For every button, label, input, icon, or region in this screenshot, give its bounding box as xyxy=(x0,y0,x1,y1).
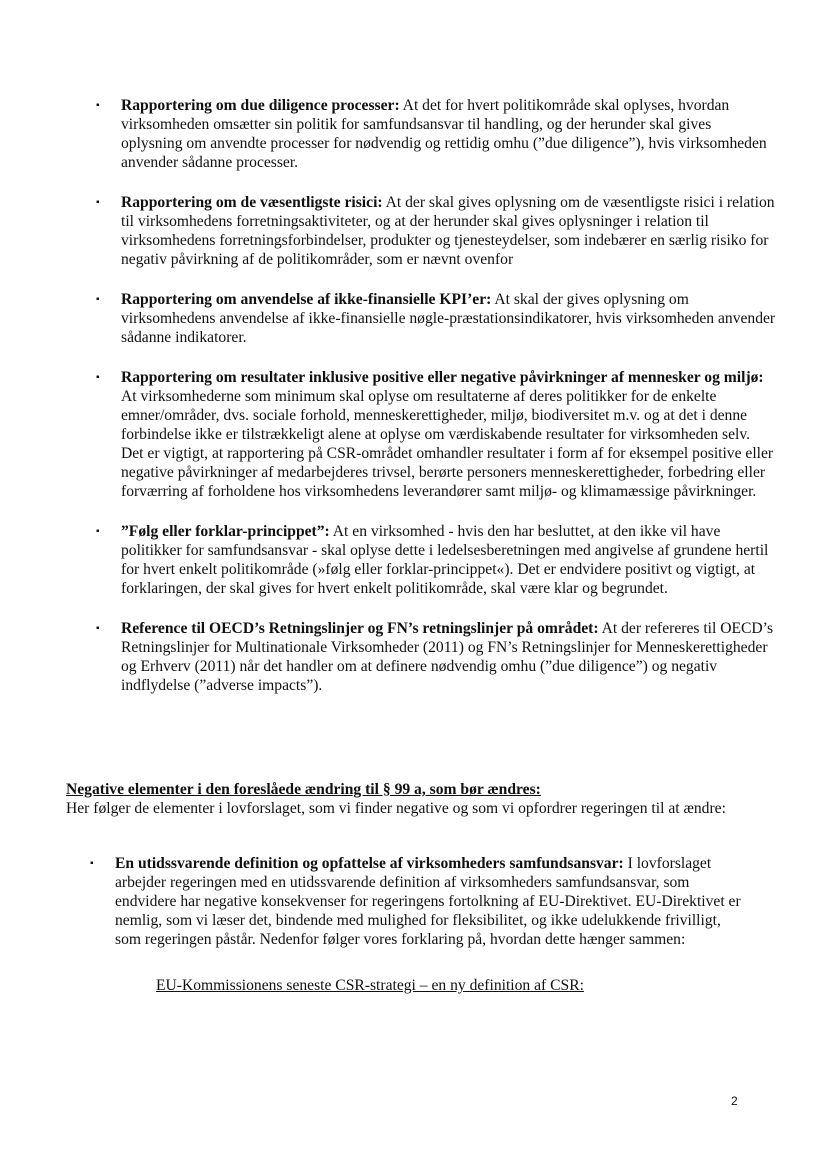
list-item xyxy=(90,854,750,949)
bullet-marker: ▪ xyxy=(96,526,100,537)
bullet-marker: ▪ xyxy=(96,372,100,383)
negative-elements-list xyxy=(90,854,750,970)
item-text: At virksomhederne som minimum skal oplyse om resultaterne af deres politikker for de enkelte emner/områder, dvs. sociale forhold, menneskerettigheder, miljø, biodiversitet m.v. og at det i denne forbindelse ikke er tilstrækkeligt alene at oplyse om værdiskabende resultater for virksomheden selv. Det er vigtigt, at rapportering på CSR-området omhandler resultater i form af for eksempel positive eller negative påvirkninger af medarbejderes trivsel, berørte personers menneskerettigheder, forbedring eller forværring af forholdene hos virksomhedens leverandører samt miljø- og klimamæssige påvirkninger. xyxy=(121,388,774,500)
item-heading: Rapportering om due diligence processer: xyxy=(121,97,400,114)
item-text: At der skal gives oplysning om de væsentligste risici i relation til virksomhedens forretningsaktiviteter, og at der herunder skal gives oplysninger i relation til virksomhedens forretningsforbindelser, produkter og tjenesteydelser, som indebærer en særlig risiko for negativ påvirkning af de politikområder, som er nævnt ovenfor xyxy=(121,194,775,268)
bullet-marker: ▪ xyxy=(96,197,100,208)
list-item xyxy=(96,619,776,695)
negative-elements-section xyxy=(66,780,766,818)
section-heading: Negative elementer i den foreslåede ændring til § 99 a, som bør ændres: xyxy=(66,781,541,798)
requirements-list xyxy=(96,96,776,716)
item-heading: ”Følg eller forklar-princippet”: xyxy=(121,523,330,540)
bullet-marker: ▪ xyxy=(96,100,100,111)
item-heading: Rapportering om anvendelse af ikke-finansielle KPI’er: xyxy=(121,291,492,308)
bullet-marker: ▪ xyxy=(96,294,100,305)
list-item xyxy=(96,96,776,172)
list-item xyxy=(96,522,776,598)
item-text: I lovforslaget arbejder regeringen med en utidssvarende definition af virksomheders samfundsansvar, som endvidere har negative konsekvenser for regeringens fortolkning af EU-Direktivet. EU-Direktivet er nemlig, som vi læser det, bindende med mulighed for fleksibilitet, og ikke udelukkende frivilligt, som regeringen påstår. Nedenfor følger vores forklaring på, hvordan dette hænger sammen: xyxy=(115,855,741,948)
page-number: 2 xyxy=(731,1094,738,1108)
section-intro: Her følger de elementer i lovforslaget, som vi finder negative og som vi opfordrer regeringen til at ændre: xyxy=(66,800,726,817)
subheading: EU-Kommissionens seneste CSR-strategi – en ny definition af CSR: xyxy=(156,977,584,994)
list-item xyxy=(96,290,776,347)
item-heading: Rapportering om resultater inklusive positive eller negative påvirkninger af mennesker og miljø: xyxy=(121,369,764,386)
item-text: At en virksomhed - hvis den har besluttet, at den ikke vil have politikker for samfundsansvar - skal oplyse dette i ledelsesberetningen med angivelse af grundene hertil for hvert enkelt politikområde (»følg eller forklar-princippet«). Det er endvidere positivt og vigtigt, at forklaringen, der skal gives for hvert enkelt politikområde, skal være klar og begrundet. xyxy=(121,523,769,597)
bullet-marker: ▪ xyxy=(90,858,94,869)
item-text: At det for hvert politikområde skal oplyses, hvordan virksomheden omsætter sin politik for samfundsansvar til handling, og der herunder skal gives oplysning om anvendte processer for nødvendig og rettidig omhu (”due diligence”), hvis virksomheden anvender sådanne processer. xyxy=(121,97,767,171)
list-item xyxy=(96,193,776,269)
list-item xyxy=(96,368,776,501)
item-heading: En utidssvarende definition og opfattelse af virksomheders samfundsansvar: xyxy=(115,855,624,872)
item-heading: Rapportering om de væsentligste risici: xyxy=(121,194,383,211)
item-text: At der refereres til OECD’s Retningslinjer for Multinationale Virksomheder (2011) og FN’s Retningslinjer for Menneskerettigheder og Erhverv (2011) når det handler om at definere nødvendig omhu (”due diligence”) og negativ indflydelse (”adverse impacts”). xyxy=(121,620,774,694)
item-text: At skal der gives oplysning om virksomhedens anvendelse af ikke-finansielle nøgle-præstationsindikatorer, hvis virksomheden anvender sådanne indikatorer. xyxy=(121,291,776,346)
bullet-marker: ▪ xyxy=(96,623,100,634)
item-heading: Reference til OECD’s Retningslinjer og FN’s retningslinjer på området: xyxy=(121,620,599,637)
